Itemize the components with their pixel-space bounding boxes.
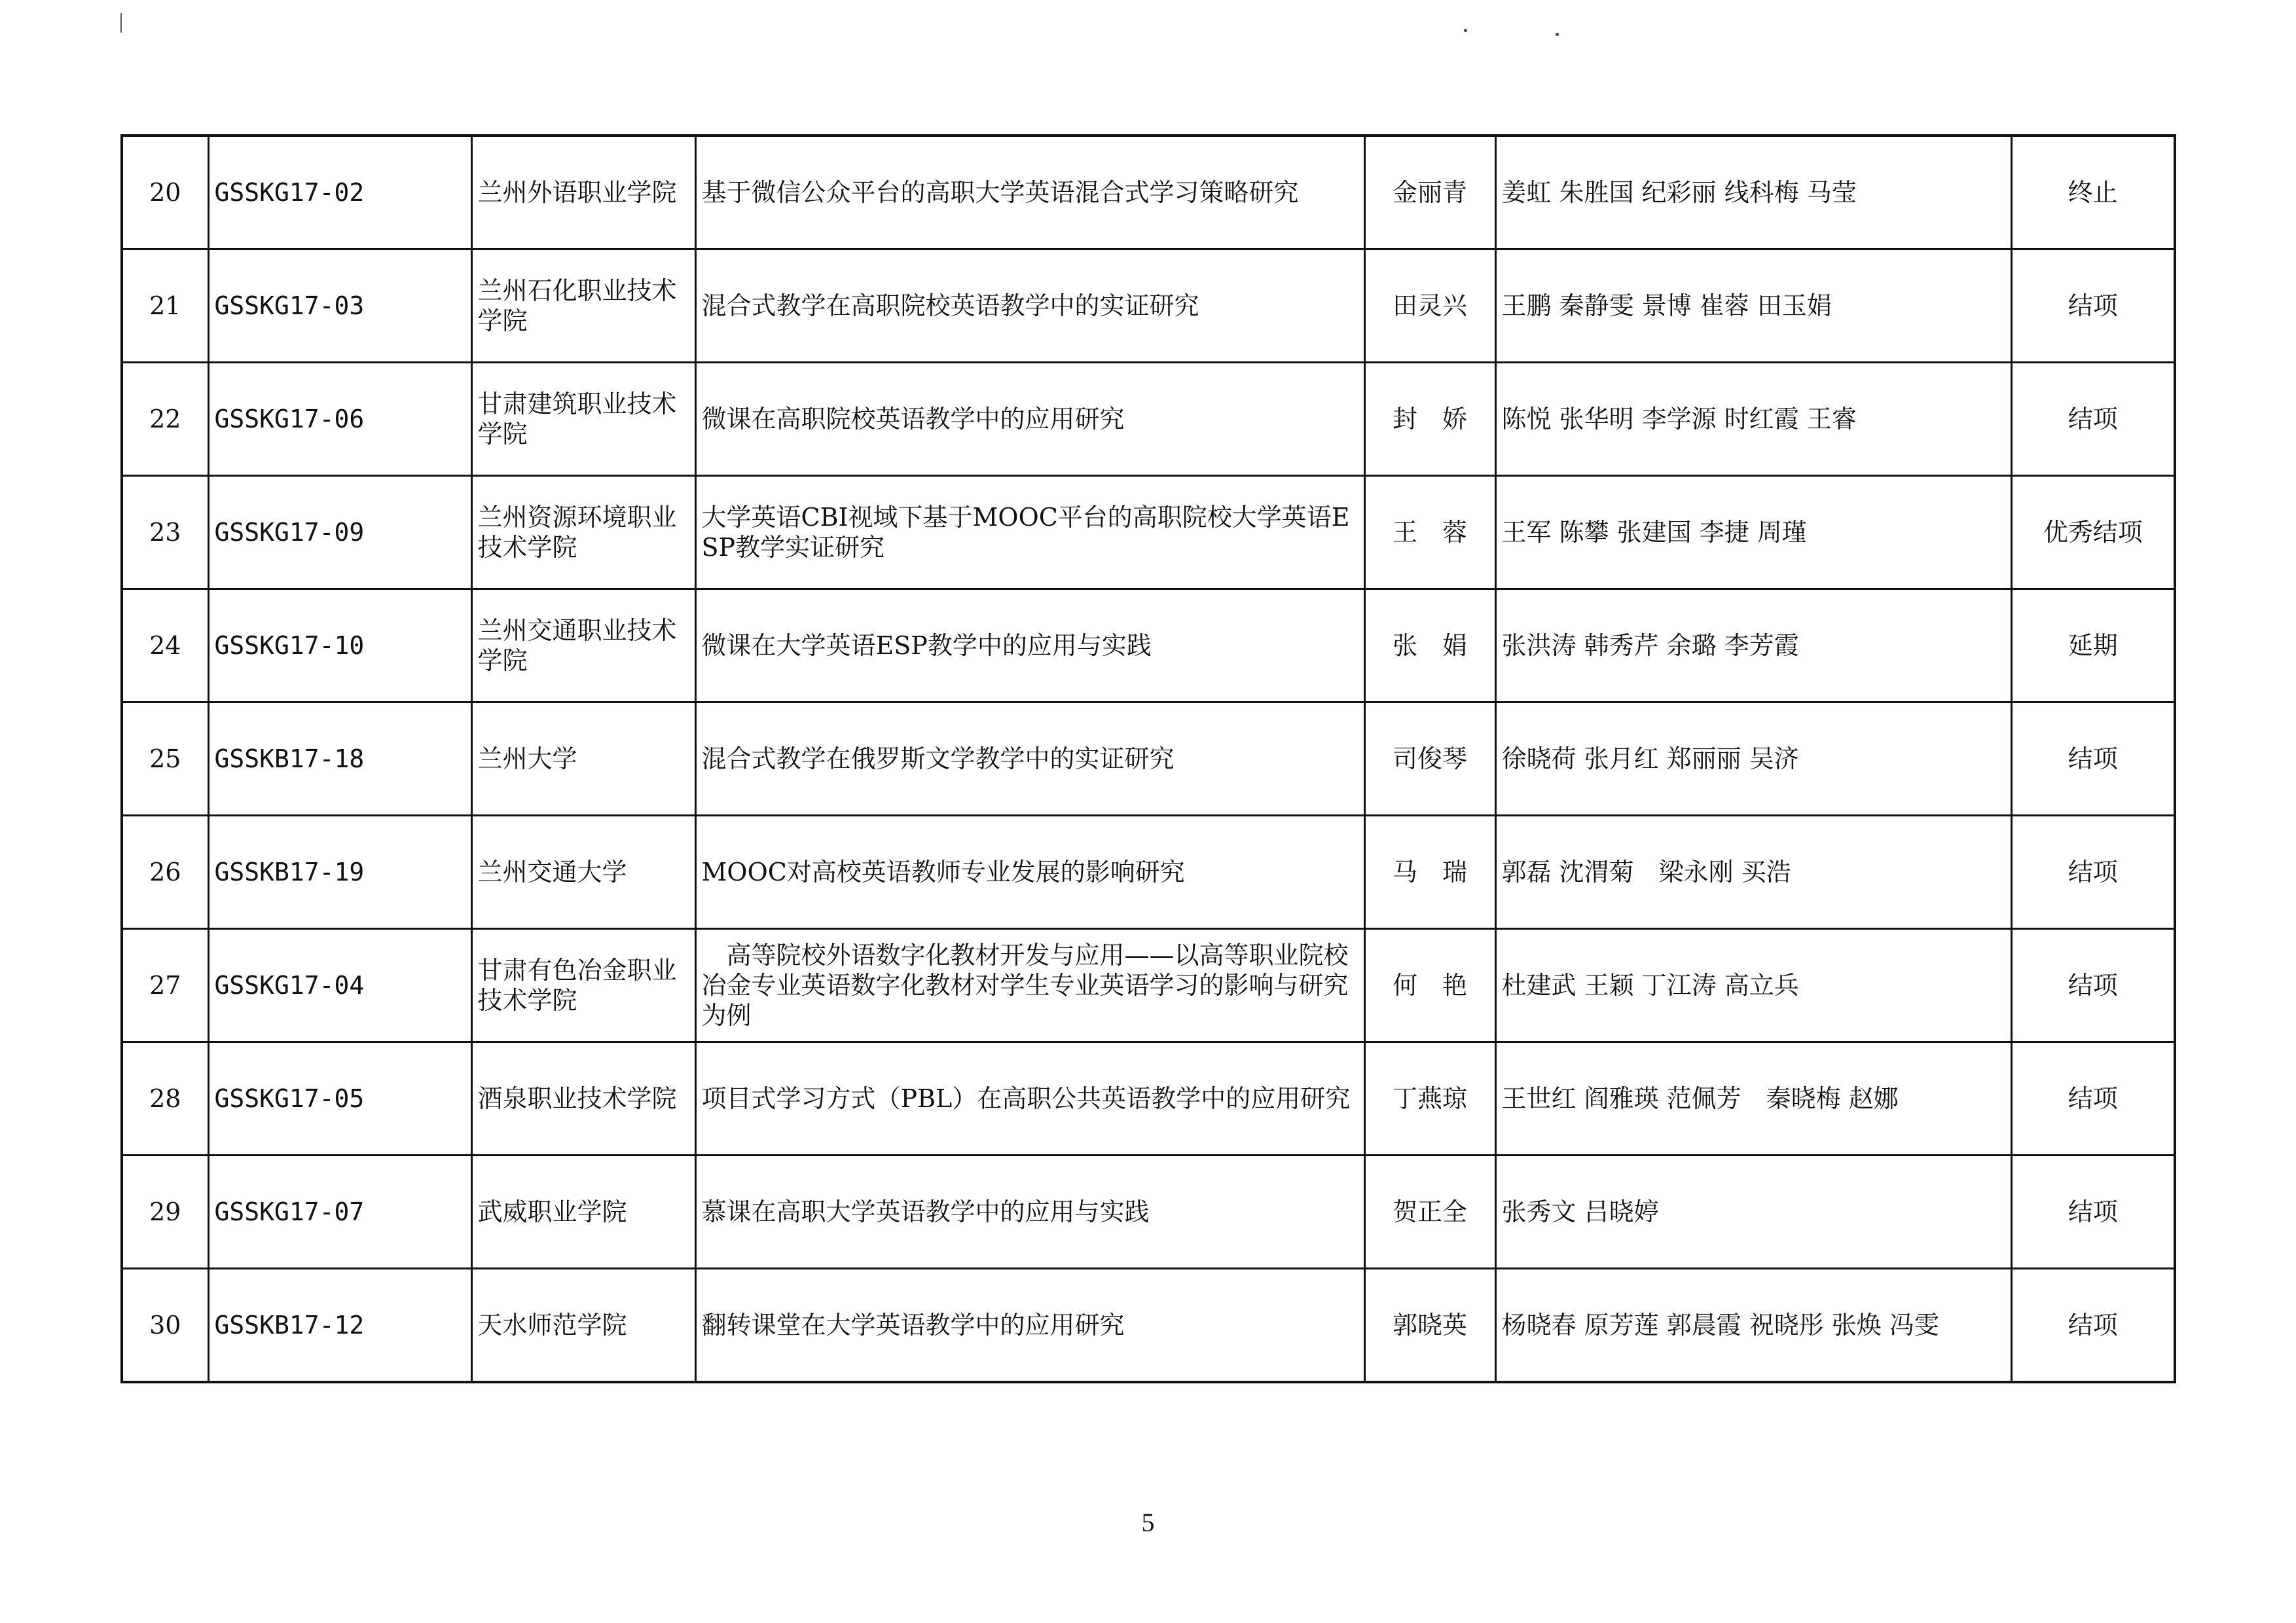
result-status: 结项 [2011, 702, 2175, 816]
team-members: 张洪涛 韩秀芹 余璐 李芳霞 [1495, 589, 2011, 702]
team-members: 王世红 阎雅瑛 范佩芳 秦晓梅 赵娜 [1495, 1042, 2011, 1156]
principal-investigator: 何 艳 [1364, 929, 1495, 1042]
table-row [122, 589, 2175, 702]
project-code: GSSKG17-04 [208, 929, 471, 1042]
project-code: GSSKG17-09 [208, 476, 471, 589]
table-row [122, 1269, 2175, 1383]
institution: 酒泉职业技术学院 [471, 1042, 695, 1156]
project-code: GSSKG17-03 [208, 249, 471, 363]
result-status: 延期 [2011, 589, 2175, 702]
result-status: 结项 [2011, 1042, 2175, 1156]
project-table [120, 134, 2176, 1383]
team-members: 杜建武 王颖 丁江涛 高立兵 [1495, 929, 2011, 1042]
principal-investigator: 王 蓉 [1364, 476, 1495, 589]
table-row [122, 1042, 2175, 1156]
project-title: 项目式学习方式（PBL）在高职公共英语教学中的应用研究 [695, 1042, 1364, 1156]
project-code: GSSKB17-18 [208, 702, 471, 816]
result-status: 结项 [2011, 363, 2175, 476]
principal-investigator: 贺正全 [1364, 1156, 1495, 1269]
row-number: 27 [122, 929, 208, 1042]
project-title: 混合式教学在高职院校英语教学中的实证研究 [695, 249, 1364, 363]
principal-investigator: 司俊琴 [1364, 702, 1495, 816]
table-row [122, 363, 2175, 476]
team-members: 徐晓荷 张月红 郑丽丽 吴济 [1495, 702, 2011, 816]
principal-investigator: 封 娇 [1364, 363, 1495, 476]
result-status: 结项 [2011, 816, 2175, 929]
row-number: 23 [122, 476, 208, 589]
institution: 兰州大学 [471, 702, 695, 816]
principal-investigator: 丁燕琼 [1364, 1042, 1495, 1156]
principal-investigator: 马 瑞 [1364, 816, 1495, 929]
table-row [122, 1156, 2175, 1269]
principal-investigator: 张 娟 [1364, 589, 1495, 702]
institution: 甘肃建筑职业技术学院 [471, 363, 695, 476]
project-title: 微课在高职院校英语教学中的应用研究 [695, 363, 1364, 476]
table-row [122, 816, 2175, 929]
institution: 甘肃有色冶金职业技术学院 [471, 929, 695, 1042]
institution: 兰州交通职业技术学院 [471, 589, 695, 702]
project-title: MOOC对高校英语教师专业发展的影响研究 [695, 816, 1364, 929]
project-code: GSSKG17-05 [208, 1042, 471, 1156]
scan-speck [1464, 29, 1467, 32]
result-status: 结项 [2011, 249, 2175, 363]
project-title: 基于微信公众平台的高职大学英语混合式学习策略研究 [695, 136, 1364, 249]
table-row [122, 136, 2175, 249]
project-title: 高等院校外语数字化教材开发与应用——以高等职业院校冶金专业英语数字化教材对学生专业英语学习的影响与研究为例 [695, 929, 1364, 1042]
team-members: 王军 陈攀 张建国 李捷 周瑾 [1495, 476, 2011, 589]
row-number: 25 [122, 702, 208, 816]
project-code: GSSKG17-10 [208, 589, 471, 702]
result-status: 结项 [2011, 929, 2175, 1042]
table-row [122, 702, 2175, 816]
institution: 武威职业学院 [471, 1156, 695, 1269]
table-row [122, 476, 2175, 589]
row-number: 22 [122, 363, 208, 476]
row-number: 30 [122, 1269, 208, 1383]
scan-speck [1556, 33, 1559, 36]
row-number: 21 [122, 249, 208, 363]
project-title: 慕课在高职大学英语教学中的应用与实践 [695, 1156, 1364, 1269]
result-status: 优秀结项 [2011, 476, 2175, 589]
project-title: 大学英语CBI视域下基于MOOC平台的高职院校大学英语ESP教学实证研究 [695, 476, 1364, 589]
row-number: 28 [122, 1042, 208, 1156]
project-code: GSSKG17-07 [208, 1156, 471, 1269]
institution: 兰州交通大学 [471, 816, 695, 929]
team-members: 姜虹 朱胜国 纪彩丽 线科梅 马莹 [1495, 136, 2011, 249]
institution: 兰州石化职业技术学院 [471, 249, 695, 363]
row-number: 26 [122, 816, 208, 929]
institution: 兰州资源环境职业技术学院 [471, 476, 695, 589]
result-status: 结项 [2011, 1269, 2175, 1383]
scan-speck [120, 13, 122, 33]
team-members: 郭磊 沈渭菊 梁永刚 买浩 [1495, 816, 2011, 929]
project-title: 混合式教学在俄罗斯文学教学中的实证研究 [695, 702, 1364, 816]
team-members: 王鹏 秦静雯 景博 崔蓉 田玉娟 [1495, 249, 2011, 363]
project-code: GSSKG17-02 [208, 136, 471, 249]
principal-investigator: 郭晓英 [1364, 1269, 1495, 1383]
row-number: 24 [122, 589, 208, 702]
team-members: 张秀文 吕晓婷 [1495, 1156, 2011, 1269]
principal-investigator: 田灵兴 [1364, 249, 1495, 363]
row-number: 29 [122, 1156, 208, 1269]
table-body [122, 136, 2175, 1382]
page-number: 5 [1141, 1508, 1155, 1537]
project-code: GSSKB17-12 [208, 1269, 471, 1383]
institution: 兰州外语职业学院 [471, 136, 695, 249]
result-status: 终止 [2011, 136, 2175, 249]
project-code: GSSKG17-06 [208, 363, 471, 476]
table-row [122, 249, 2175, 363]
team-members: 陈悦 张华明 李学源 时红霞 王睿 [1495, 363, 2011, 476]
institution: 天水师范学院 [471, 1269, 695, 1383]
project-title: 微课在大学英语ESP教学中的应用与实践 [695, 589, 1364, 702]
result-status: 结项 [2011, 1156, 2175, 1269]
principal-investigator: 金丽青 [1364, 136, 1495, 249]
row-number: 20 [122, 136, 208, 249]
project-title: 翻转课堂在大学英语教学中的应用研究 [695, 1269, 1364, 1383]
team-members: 杨晓春 原芳莲 郭晨霞 祝晓彤 张焕 冯雯 [1495, 1269, 2011, 1383]
project-code: GSSKB17-19 [208, 816, 471, 929]
table-row [122, 929, 2175, 1042]
